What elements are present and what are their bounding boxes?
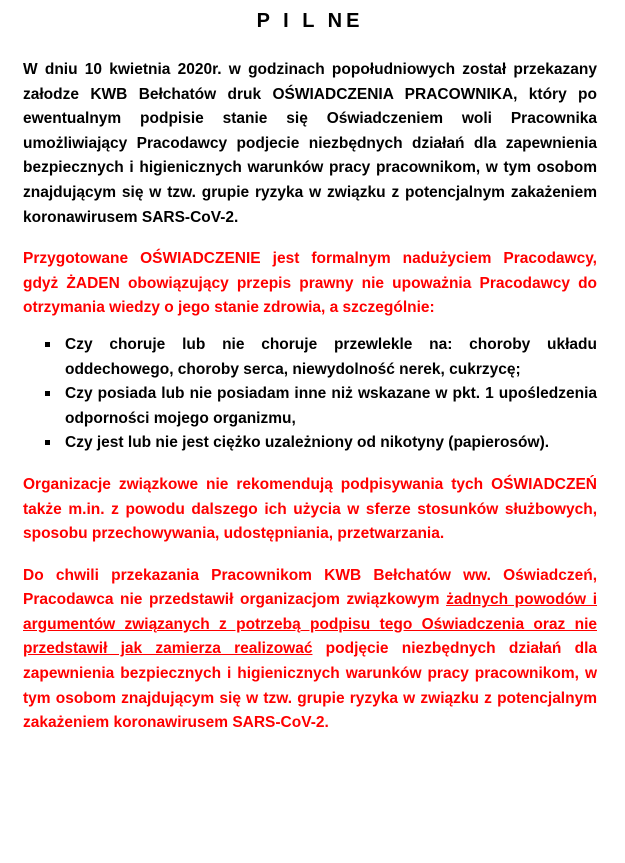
- document-title: P I L NE: [256, 10, 364, 32]
- paragraph-formal-abuse: Przygotowane OŚWIADCZENIE jest formalnym nadużyciem Pracodawcy, gdyż ŻADEN obowiązujący przepis prawny nie upoważnia Pracodawcy do otrzymania wiedzy o jego stanie zdrowia, a szczególnie:: [23, 250, 597, 317]
- list-item: Czy posiada lub nie posiadam inne niż wskazane w pkt. 1 upośledzenia odporności mojego organizmu,: [65, 382, 597, 431]
- paragraph-employer-reasons-outro: podjęcie niezbędnych działań dla zapewnienia bezpiecznych i higienicznych warunków pracy pracownikom, w tym osobom znajdującym się w tzw. grupie ryzyka w związku z potencjalnym zakażeniem koronawirusem SARS-CoV-2.: [23, 640, 597, 732]
- paragraph-intro: W dniu 10 kwietnia 2020r. w godzinach popołudniowych został przekazany załodze KWB Bełchatów druk OŚWIADCZENIA PRACOWNIKA, który po ewentualnym podpisie stanie się Oświadczeniem woli Pracownika umożliwiający Pracodawcy podjecie niezbędnych działań dla zapewnienia bezpiecznych i higienicznych warunków pracy pracownikom, w tym osobom znajdującym się w tzw. grupie ryzyka w związku z potencjalnym zakażeniem koronawirusem SARS-CoV-2.: [23, 61, 597, 226]
- paragraph-employer-reasons-underlined: żadnych powodów i argumentów związanych z potrzebą podpisu tego Oświadczenia oraz nie przedstawił jak zamierza realizować: [23, 591, 597, 658]
- health-questions-list: [23, 333, 597, 456]
- list-item: Czy choruje lub nie choruje przewlekle na: choroby układu oddechowego, choroby serca, niewydolność nerek, cukrzycę;: [65, 333, 597, 382]
- paragraph-employer-reasons: [23, 564, 597, 736]
- paragraph-employer-reasons-intro: Do chwili przekazania Pracownikom KWB Bełchatów ww. Oświadczeń, Pracodawca nie przedstawił organizacjom związkowym: [23, 566, 597, 609]
- paragraph-union-recommendation: Organizacje związkowe nie rekomendują podpisywania tych OŚWIADCZEŃ także m.in. z powodu dalszego ich użycia w sferze stosunków służbowych, sposobu przechowywania, udostępniania, przetwarzania.: [23, 475, 597, 543]
- list-item: Czy jest lub nie jest ciężko uzależniony od nikotyny (papierosów).: [65, 431, 597, 456]
